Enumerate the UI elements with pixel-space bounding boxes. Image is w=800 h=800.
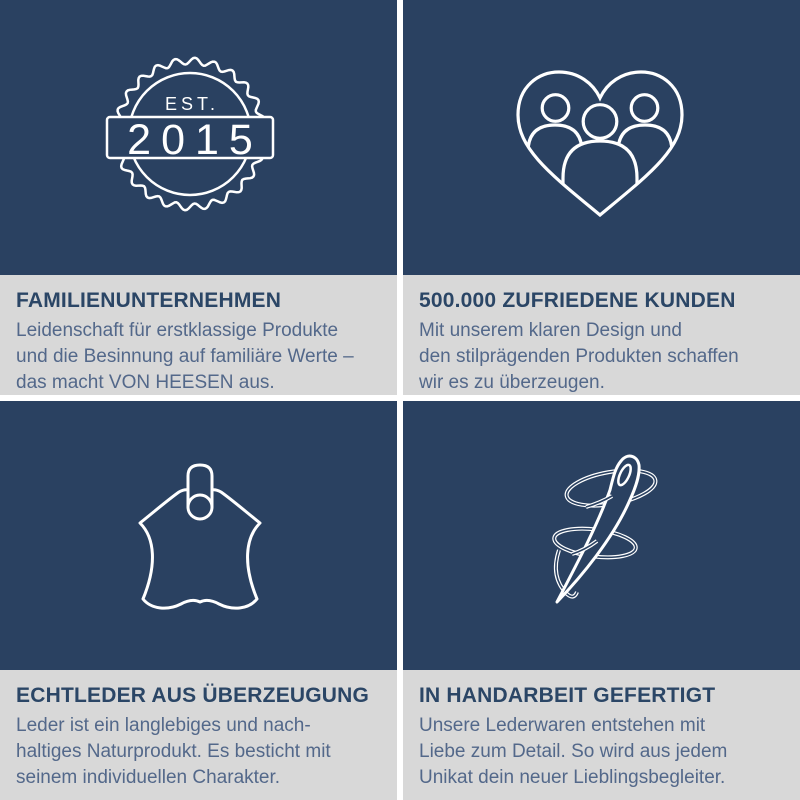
kunden-caption bbox=[403, 275, 800, 395]
left-person-head bbox=[542, 95, 569, 122]
heart-family-icon bbox=[515, 70, 685, 217]
est-2015-badge-icon bbox=[90, 34, 290, 234]
section-text-line: das macht VON HEESEN aus. bbox=[16, 372, 275, 393]
center-person-head bbox=[583, 105, 617, 139]
section-text-line: Mit unserem klaren Design und bbox=[419, 320, 682, 341]
section-text-line: Leder ist ein langlebiges und nach- bbox=[16, 715, 311, 736]
badge-est-label: EST. bbox=[164, 94, 220, 114]
handarbeit-art bbox=[403, 401, 800, 670]
section-text-line: und die Besinnung auf familiäre Werte – bbox=[16, 346, 354, 367]
familienunternehmen-caption bbox=[0, 275, 397, 395]
center-person-body bbox=[563, 141, 637, 217]
section-zufriedene-kunden bbox=[403, 0, 800, 395]
section-text-line: Unikat dein neuer Lieblingsbegleiter. bbox=[419, 767, 726, 788]
section-text-line: wir es zu überzeugen. bbox=[419, 372, 605, 393]
section-heading: ECHTLEDER AUS ÜBERZEUGUNG bbox=[16, 684, 370, 707]
section-text-line: haltiges Naturprodukt. Es besticht mit bbox=[16, 741, 331, 762]
section-text-line: Unsere Lederwaren entstehen mit bbox=[419, 715, 706, 736]
section-heading: FAMILIENUNTERNEHMEN bbox=[16, 289, 282, 312]
echtleder-caption bbox=[0, 670, 397, 800]
section-heading: IN HANDARBEIT GEFERTIGT bbox=[419, 684, 716, 707]
section-text-line: den stilprägenden Produkten schaffen bbox=[419, 346, 739, 367]
section-handarbeit bbox=[403, 401, 800, 800]
echtleder-art bbox=[0, 401, 397, 670]
section-text-line: Leidenschaft für erstklassige Produkte bbox=[16, 320, 339, 341]
handarbeit-caption bbox=[403, 670, 800, 800]
hide-punch-hole bbox=[188, 495, 212, 519]
section-echtleder bbox=[0, 401, 397, 800]
section-text-line: Liebe zum Detail. So wird aus jedem bbox=[419, 741, 728, 762]
section-heading: 500.000 ZUFRIEDENE KUNDEN bbox=[419, 289, 736, 312]
badge-year-label: 2015 bbox=[127, 116, 263, 164]
kunden-art bbox=[403, 0, 800, 275]
leather-hide-icon bbox=[130, 461, 270, 616]
familienunternehmen-art bbox=[0, 0, 397, 275]
section-text-line: seinem individuellen Charakter. bbox=[16, 767, 281, 788]
needle-thread-icon bbox=[540, 440, 680, 640]
right-person-head bbox=[631, 95, 658, 122]
section-familienunternehmen bbox=[0, 0, 397, 395]
